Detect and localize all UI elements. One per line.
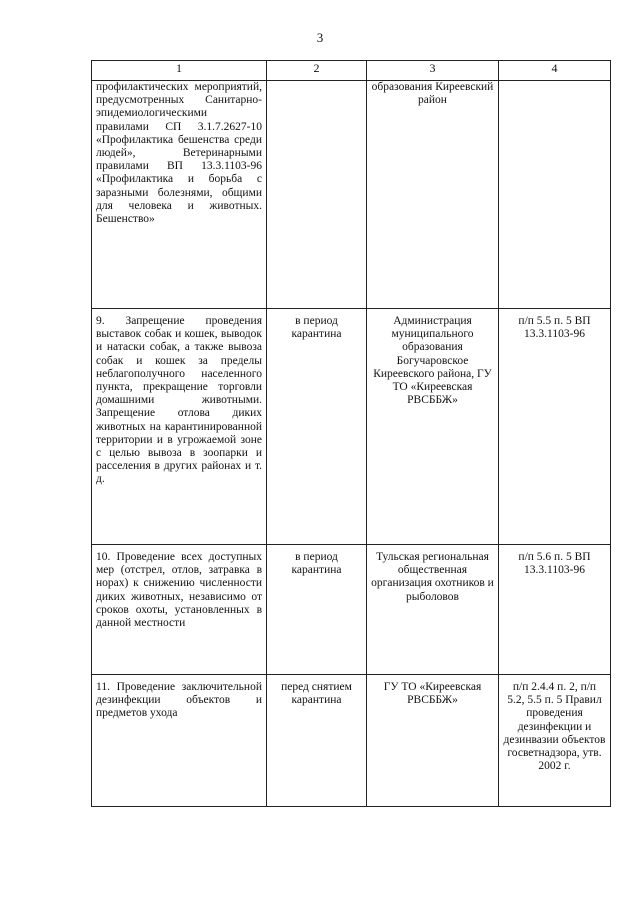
measures-table xyxy=(91,60,611,807)
column-header: 1 xyxy=(92,61,267,81)
basis-cell xyxy=(499,81,611,309)
table-header-row xyxy=(92,61,611,81)
period-cell: перед снятием карантина xyxy=(267,675,367,807)
table-row xyxy=(92,675,611,807)
measure-cell: профилактических мероприятий, предусмотренных Санитарно-эпидемиологическими правилами СП 3.1.7.2627-10 «Профилактика бешенства среди людей», Ветеринарными правилами ВП 13.3.1103-96 «Профилактика и борьба с заразными болезнями, общими для человека и животных. Бешенство» xyxy=(92,81,267,309)
responsible-cell: ГУ ТО «Киреевская РВСББЖ» xyxy=(367,675,499,807)
column-header: 3 xyxy=(367,61,499,81)
measure-cell: 10. Проведение всех доступных мер (отстрел, отлов, затравка в норах) к снижению численности диких животных, независимо от сроков охоты, установленных в данной местности xyxy=(92,545,267,675)
column-header: 2 xyxy=(267,61,367,81)
column-header: 4 xyxy=(499,61,611,81)
basis-cell: п/п 5.6 п. 5 ВП 13.3.1103-96 xyxy=(499,545,611,675)
period-cell xyxy=(267,81,367,309)
table-row xyxy=(92,81,611,309)
responsible-cell: Тульская региональная общественная организация охотников и рыболовов xyxy=(367,545,499,675)
table-row xyxy=(92,309,611,545)
period-cell: в период карантина xyxy=(267,545,367,675)
responsible-cell: образования Киреевский район xyxy=(367,81,499,309)
table-row xyxy=(92,545,611,675)
page-number: 3 xyxy=(316,30,324,45)
measure-cell: 9. Запрещение проведения выставок собак и кошек, выводок и натаски собак, а также вывоза собак и кошек за пределы неблагополучного населенного пункта, прекращение торговли домашними животными. Запрещение отлова диких животных на карантинированной территории и в угрожаемой зоне с целью вывоза в зоопарки и расселения в других районах и т. д. xyxy=(92,309,267,545)
period-cell: в период карантина xyxy=(267,309,367,545)
basis-cell: п/п 5.5 п. 5 ВП 13.3.1103-96 xyxy=(499,309,611,545)
basis-cell: п/п 2.4.4 п. 2, п/п 5.2, 5.5 п. 5 Правил проведения дезинфекции и дезинвазии объектов госветнадзора, утв. 2002 г. xyxy=(499,675,611,807)
responsible-cell: Администрация муниципального образования Богучаровское Киреевского района, ГУ ТО «Киреевская РВСББЖ» xyxy=(367,309,499,545)
measure-cell: 11. Проведение заключительной дезинфекции объектов и предметов ухода xyxy=(92,675,267,807)
